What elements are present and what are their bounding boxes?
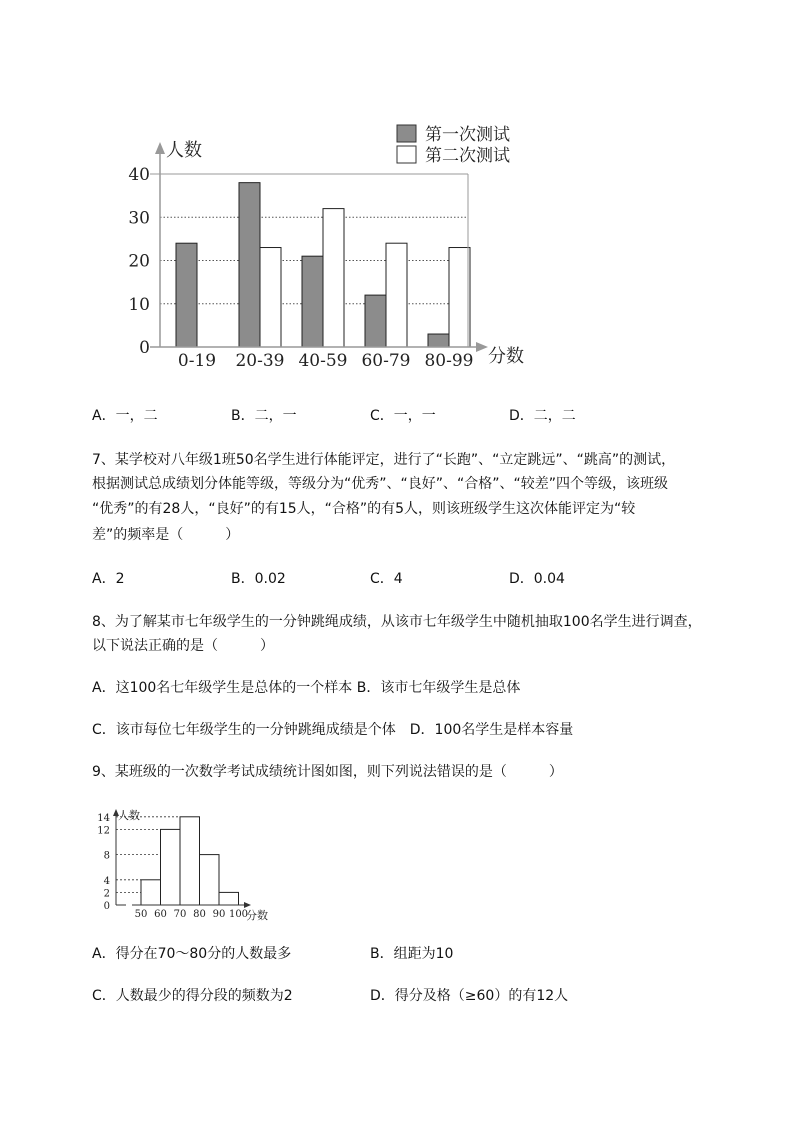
q6-option-b: B．二，一 (231, 408, 297, 424)
chart2-bar (180, 817, 200, 905)
q7-option-d: D．0.04 (509, 571, 565, 587)
chart1-bars (176, 183, 470, 347)
legend-second-swatch (397, 146, 416, 163)
q9-option-c: C．人数最少的得分段的频数为2 (92, 988, 293, 1004)
chart1-bar (302, 256, 323, 347)
chart2-xtick-labels (135, 909, 248, 920)
chart1-bar (176, 243, 197, 347)
chart1-bar (323, 209, 344, 347)
chart2-ylabel: 人数 (118, 809, 140, 822)
q7-option-c: C．4 (370, 571, 403, 587)
chart2-xtick-label: 70 (173, 909, 187, 920)
q9-option-a: A．得分在70～80分的人数最多 (92, 946, 292, 962)
chart1-bar (449, 248, 470, 347)
chart2-bars (141, 817, 239, 905)
q7-stem-line-1: 7、某学校对八年级1班50名学生进行体能评定，进行了“长跑”、“立定跳远”、“跳高”的测试， (92, 452, 676, 468)
chart2-bar (161, 829, 181, 905)
chart1-bar (428, 334, 449, 347)
q6-option-a: A．一，二 (92, 408, 158, 424)
chart2-xtick-label: 80 (193, 909, 206, 920)
legend-second-label: 第二次测试 (425, 146, 510, 166)
chart1-ytick-label: 10 (128, 294, 150, 315)
q9-stem: 9、某班级的一次数学考试成绩统计图如图，则下列说法错误的是（ ） (92, 764, 563, 780)
chart2-ytick-label: 2 (103, 888, 110, 900)
chart1-category-label: 40-59 (298, 351, 348, 371)
chart2-xtick-label: 100 (228, 909, 249, 920)
chart1-y-axis-arrow (155, 142, 165, 154)
chart1-bar (386, 243, 407, 347)
chart2-bar (219, 892, 239, 905)
q6-option-d: D．二，二 (509, 408, 576, 424)
legend-first-swatch (397, 125, 416, 142)
score-histogram (88, 802, 288, 924)
score-comparison-chart (120, 110, 540, 380)
chart2-ytick-labels (97, 813, 110, 912)
chart2-ytick-label: 12 (97, 825, 110, 837)
chart1-x-axis-arrow (476, 342, 488, 352)
chart1-category-label: 80-99 (424, 351, 474, 371)
chart1-ytick-label: 0 (139, 338, 150, 358)
q8-stem-line-1: 8、为了解某市七年级学生的一分钟跳绳成绩，从该市七年级学生中随机抽取100名学生进行调查， (92, 614, 702, 630)
chart2-xtick-label: 90 (212, 909, 226, 920)
q6-option-c: C．一，一 (370, 408, 436, 424)
chart1-ytick-labels (128, 165, 150, 358)
chart1-category-labels (178, 351, 474, 371)
chart2-ytick-label: 4 (103, 875, 110, 887)
chart1-ytick-label: 40 (128, 165, 150, 185)
chart1-ytick-label: 20 (128, 251, 150, 272)
chart2-ytick-label: 14 (97, 812, 110, 824)
legend-first-label: 第一次测试 (425, 125, 510, 145)
chart1-category-label: 60-79 (361, 351, 411, 371)
chart2-bar (141, 880, 161, 905)
q8-stem-line-2: 以下说法正确的是（ ） (92, 638, 274, 654)
q7-stem-line-4: 差”的频率是（ ） (92, 527, 240, 543)
q8-options-line-2: C．该市每位七年级学生的一分钟跳绳成绩是个体 D．100名学生是样本容量 (92, 722, 574, 738)
chart2-xlabel: 分数 (246, 909, 268, 922)
chart2-x-axis-arrow (244, 902, 251, 908)
chart1-category-label: 0-19 (177, 351, 217, 371)
chart2-xtick-label: 50 (134, 909, 148, 920)
chart1-bar (365, 295, 386, 347)
chart2-bar (200, 855, 220, 905)
chart1-category-label: 20-39 (235, 351, 285, 371)
q7-stem-line-3: “优秀”的有28人，“良好”的有15人，“合格”的有5人，则该班级学生这次体能评定为“较 (92, 501, 636, 517)
chart2-ytick-label: 8 (103, 850, 110, 862)
q7-option-a: A．2 (92, 571, 125, 587)
chart2-ytick-label: 0 (103, 901, 110, 912)
q9-option-b: B．组距为10 (370, 946, 454, 962)
chart1-ytick-label: 30 (128, 208, 150, 229)
q8-options-line-1: A．这100名七年级学生是总体的一个样本 B．该市七年级学生是总体 (92, 680, 521, 696)
chart1-xlabel: 分数 (488, 346, 524, 367)
chart2-xtick-label: 60 (154, 909, 167, 920)
q9-option-d: D．得分及格（≥60）的有12人 (370, 988, 569, 1004)
q7-stem-line-2: 根据测试总成绩划分体能等级，等级分为“优秀”、“良好”、“合格”、“较差”四个等级，该班级 (92, 476, 669, 492)
chart1-ylabel: 人数 (166, 140, 202, 161)
chart1-bar (260, 248, 281, 347)
chart1-bar (239, 183, 260, 347)
q7-option-b: B．0.02 (231, 571, 286, 587)
